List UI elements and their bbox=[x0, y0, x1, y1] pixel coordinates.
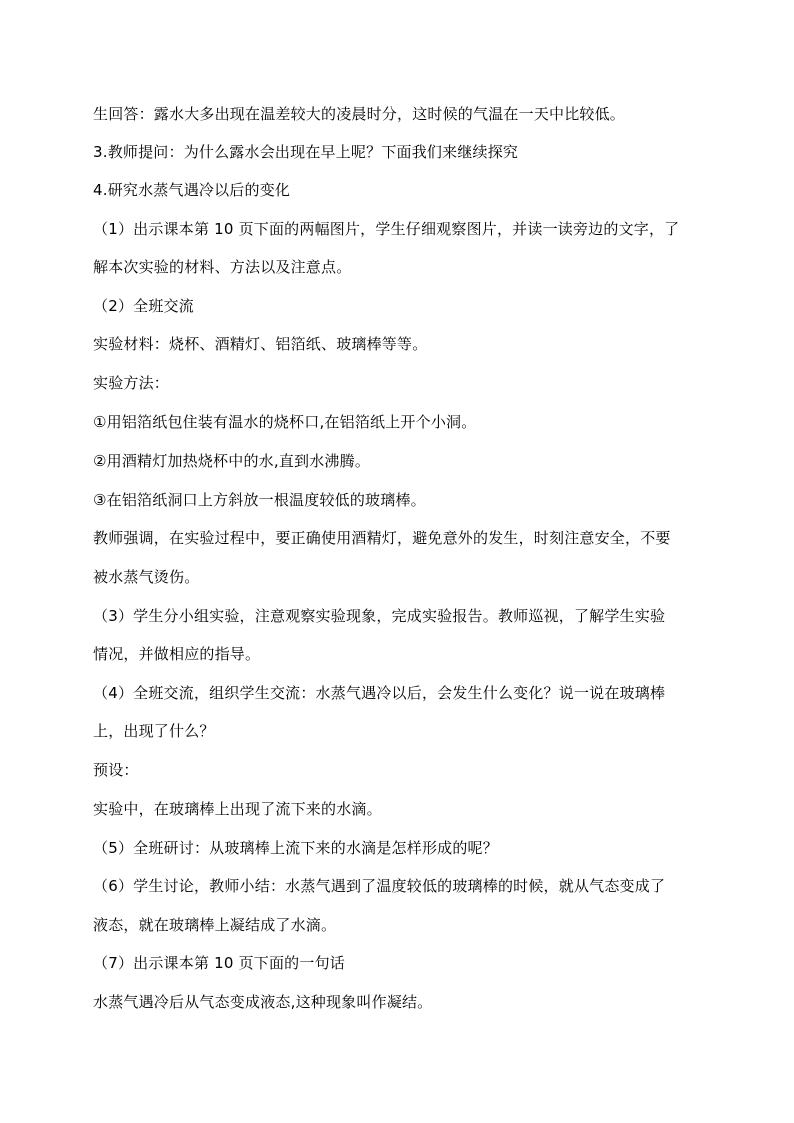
paragraph-line-8: 实验方法： bbox=[93, 374, 170, 392]
paragraph-line-18: 预设： bbox=[93, 761, 139, 779]
paragraph-line-19: 实验中，在玻璃棒上出现了流下来的水滴。 bbox=[93, 800, 382, 818]
paragraph-line-15: 情况，并做相应的指导。 bbox=[93, 645, 261, 663]
section-heading: 4.研究水蒸气遇冷以后的变化 bbox=[93, 181, 291, 199]
paragraph-line-12: 教师强调，在实验过程中，要正确使用酒精灯，避免意外的发生，时刻注意安全，不要 bbox=[93, 529, 671, 547]
paragraph-line-10: ②用酒精灯加热烧杯中的水,直到水沸腾。 bbox=[93, 452, 371, 470]
paragraph-line-1: 生回答：露水大多出现在温差较大的凌晨时分，这时候的气温在一天中比较低。 bbox=[93, 105, 626, 123]
paragraph-line-2: 3.教师提问：为什么露水会出现在早上呢？下面我们来继续探究 bbox=[93, 143, 519, 161]
paragraph-line-17: 上，出现了什么？ bbox=[93, 722, 215, 740]
paragraph-line-9: ①用铝箔纸包住装有温水的烧杯口,在铝箔纸上开个小洞。 bbox=[93, 413, 477, 431]
paragraph-line-11: ③在铝箔纸洞口上方斜放一根温度较低的玻璃棒。 bbox=[93, 491, 426, 509]
paragraph-line-13: 被水蒸气烫伤。 bbox=[93, 568, 200, 586]
paragraph-line-22: 液态，就在玻璃棒上凝结成了水滴。 bbox=[93, 916, 337, 934]
paragraph-line-14: （3）学生分小组实验，注意观察实验现象，完成实验报告。教师巡视，了解学生实验 bbox=[93, 607, 666, 625]
paragraph-line-20: （5）全班研讨：从玻璃棒上流下来的水滴是怎样形成的呢？ bbox=[93, 839, 498, 857]
paragraph-line-23: （7）出示课本第 10 页下面的一句话 bbox=[93, 954, 345, 972]
paragraph-line-7: 实验材料：烧杯、酒精灯、铝箔纸、玻璃棒等等。 bbox=[93, 335, 428, 353]
paragraph-line-24: 水蒸气遇冷后从气态变成液态,这种现象叫作凝结。 bbox=[93, 993, 433, 1011]
paragraph-line-6: （2）全班交流 bbox=[93, 297, 194, 315]
paragraph-line-21: （6）学生讨论，教师小结：水蒸气遇到了温度较低的玻璃棒的时候，就从气态变成了 bbox=[93, 877, 666, 895]
paragraph-line-16: （4）全班交流，组织学生交流：水蒸气遇冷以后，会发生什么变化？说一说在玻璃棒 bbox=[93, 684, 666, 702]
paragraph-line-4: （1）出示课本第 10 页下面的两幅图片，学生仔细观察图片，并读一读旁边的文字，了 bbox=[93, 220, 680, 238]
document-page bbox=[93, 0, 705, 1123]
paragraph-line-5: 解本次实验的材料、方法以及注意点。 bbox=[93, 258, 352, 276]
